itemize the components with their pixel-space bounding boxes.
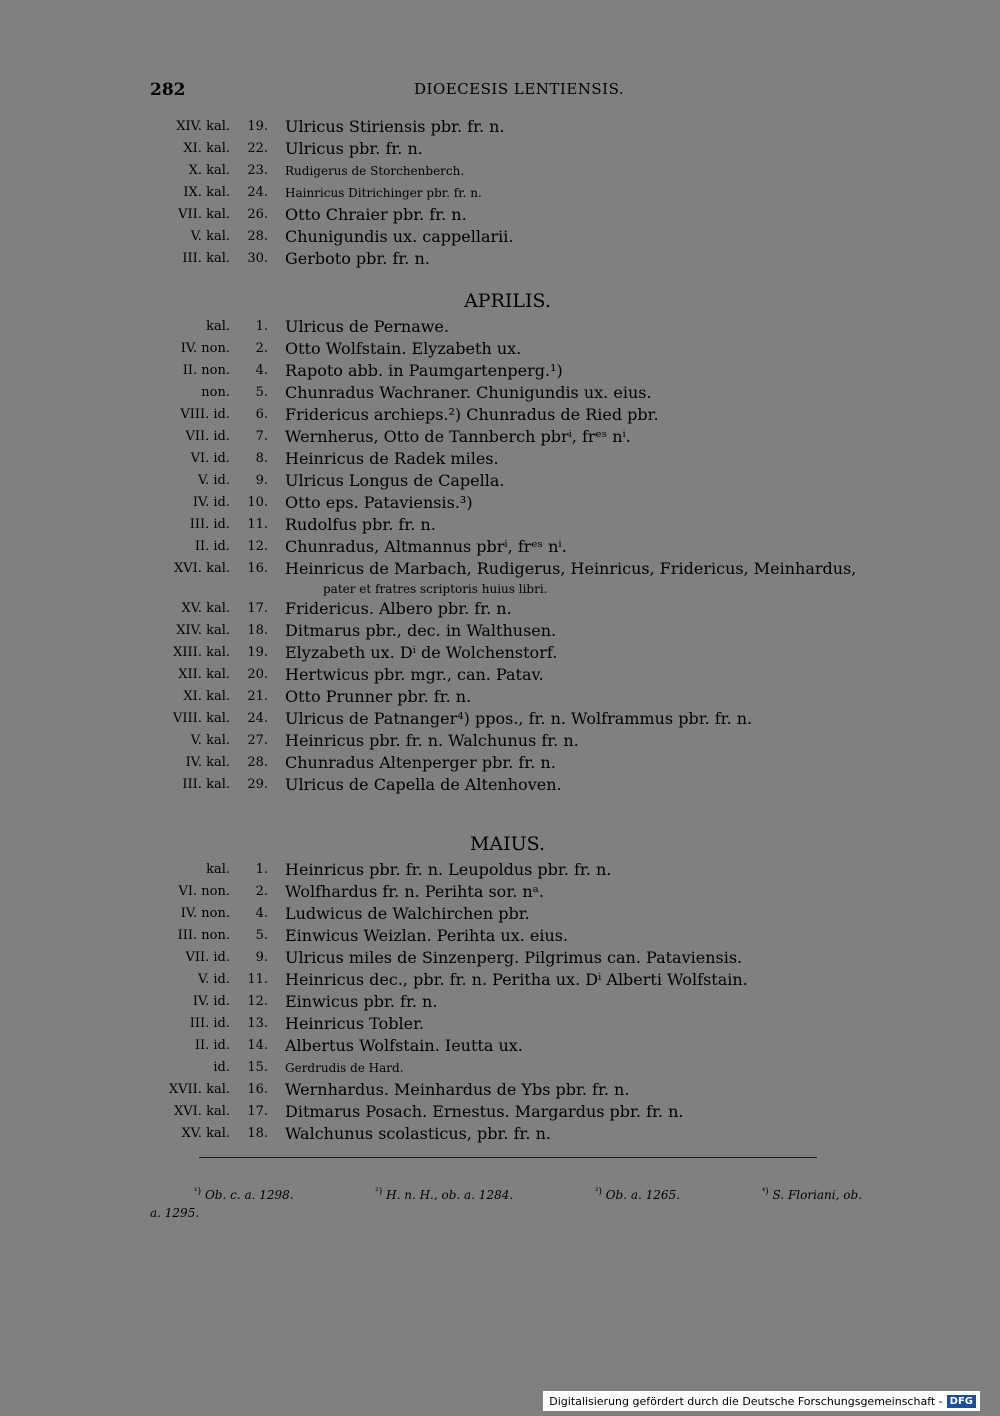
entry-day-blank <box>230 580 268 598</box>
entry-text: Rudigerus de Storchenberch. <box>285 164 465 178</box>
credit-text: Digitalisierung gefördert durch die Deutsche Forschungsgemeinschaft - <box>549 1394 943 1408</box>
entry-date: VII. kal. <box>178 207 230 222</box>
entry-day: 2. <box>255 341 268 356</box>
entry-day: 23. <box>247 163 268 178</box>
entry-date: V. kal. <box>190 229 230 244</box>
entry-date: XII. kal. <box>178 667 230 682</box>
entry-row <box>0 404 1000 426</box>
entry-text: Elyzabeth ux. Dⁱ de Wolchenstorf. <box>285 643 558 662</box>
entry-row <box>0 182 1000 204</box>
entry-date: XVI. kal. <box>174 561 230 576</box>
entry-text: Ulricus pbr. fr. n. <box>285 139 423 158</box>
entry-day: 17. <box>247 601 268 616</box>
entry-day: 11. <box>247 972 268 987</box>
section-title-aprilis: APRILIS. <box>464 290 551 312</box>
entry-date: VI. id. <box>190 451 230 466</box>
entry-text: Heinricus pbr. fr. n. Walchunus fr. n. <box>285 731 579 750</box>
footnote-text: Ob. a. 1265. <box>605 1188 680 1202</box>
entry-row <box>0 1013 1000 1035</box>
entry-day: 9. <box>255 950 268 965</box>
entry-row <box>0 1079 1000 1101</box>
entry-continuation: pater et fratres scriptoris huius libri. <box>323 582 548 596</box>
entry-day: 26. <box>247 207 268 222</box>
entry-text: Rapoto abb. in Paumgartenperg.¹) <box>285 361 563 380</box>
entry-date: XVI. kal. <box>174 1104 230 1119</box>
entry-text: Einwicus pbr. fr. n. <box>285 992 438 1011</box>
entry-date: II. id. <box>194 1038 230 1053</box>
footnotes <box>150 1183 862 1222</box>
entry-text: Ulricus miles de Sinzenperg. Pilgrimus can. Pataviensis. <box>285 948 743 967</box>
entry-row <box>0 204 1000 226</box>
entry-date: IX. kal. <box>183 185 230 200</box>
entry-date: XI. kal. <box>183 689 230 704</box>
entry-row <box>0 514 1000 536</box>
martius-section <box>0 116 1000 270</box>
entry-day: 24. <box>247 711 268 726</box>
entry-text: Wernhardus. Meinhardus de Ybs pbr. fr. n. <box>285 1080 630 1099</box>
entry-text: Wernherus, Otto de Tannberch pbrⁱ, frᵉˢ nⁱ. <box>285 427 631 446</box>
entry-row <box>0 558 1000 580</box>
footnote-item <box>762 1183 862 1204</box>
entry-row <box>0 448 1000 470</box>
entry-text: Rudolfus pbr. fr. n. <box>285 515 436 534</box>
entry-text: Ulricus de Pernawe. <box>285 317 449 336</box>
entry-row <box>0 116 1000 138</box>
footnote-text: S. Floriani, ob. <box>772 1188 862 1202</box>
entry-day: 2. <box>255 884 268 899</box>
entry-day: 21. <box>247 689 268 704</box>
entry-day: 18. <box>247 623 268 638</box>
entry-day: 6. <box>255 407 268 422</box>
entry-text: Ditmarus Posach. Ernestus. Margardus pbr. fr. n. <box>285 1102 684 1121</box>
entry-row <box>0 664 1000 686</box>
entry-day: 22. <box>247 141 268 156</box>
maius-section <box>0 829 1000 1145</box>
entry-row <box>0 947 1000 969</box>
entry-day: 19. <box>247 645 268 660</box>
entry-text: Otto Wolfstain. Elyzabeth ux. <box>285 339 522 358</box>
entry-day: 20. <box>247 667 268 682</box>
entry-text: Einwicus Weizlan. Perihta ux. eius. <box>285 926 569 945</box>
entry-date: III. kal. <box>182 777 230 792</box>
entry-date: VI. non. <box>178 884 230 899</box>
dfg-logo: DFG <box>947 1395 976 1408</box>
entry-day: 28. <box>247 755 268 770</box>
entry-date: IV. id. <box>192 495 230 510</box>
entry-day: 16. <box>247 1082 268 1097</box>
entry-date: XIV. kal. <box>176 623 230 638</box>
footnote-text: Ob. c. a. 1298. <box>204 1188 294 1202</box>
entry-row <box>0 774 1000 796</box>
entry-text: Otto eps. Pataviensis.³) <box>285 493 473 512</box>
entry-row <box>0 316 1000 338</box>
entry-row <box>0 859 1000 881</box>
entry-row <box>0 1101 1000 1123</box>
entry-row <box>0 160 1000 182</box>
entry-day: 24. <box>247 185 268 200</box>
entry-day: 30. <box>247 251 268 266</box>
entry-text: Chunradus Altenperger pbr. fr. n. <box>285 753 556 772</box>
entry-text: Fridericus. Albero pbr. fr. n. <box>285 599 512 618</box>
entry-text: Ludwicus de Walchirchen pbr. <box>285 904 530 923</box>
entry-date: id. <box>213 1060 230 1075</box>
entry-text: Gerboto pbr. fr. n. <box>285 249 430 268</box>
entry-row <box>0 536 1000 558</box>
entry-date: II. non. <box>182 363 230 378</box>
entry-day: 1. <box>255 862 268 877</box>
entry-date-blank <box>0 580 230 598</box>
entry-date: XV. kal. <box>181 601 230 616</box>
entry-day: 15. <box>247 1060 268 1075</box>
entry-date: VII. id. <box>185 950 230 965</box>
entry-row <box>0 881 1000 903</box>
entry-date: VIII. id. <box>180 407 230 422</box>
entry-date: VII. id. <box>185 429 230 444</box>
entry-date: XIII. kal. <box>173 645 230 660</box>
aprilis-section <box>0 286 1000 796</box>
entry-day: 9. <box>255 473 268 488</box>
entry-text: Albertus Wolfstain. Ieutta ux. <box>285 1036 523 1055</box>
entry-day: 12. <box>247 539 268 554</box>
entry-day: 19. <box>247 119 268 134</box>
entry-text: Chunradus, Altmannus pbrⁱ, frᵉˢ nⁱ. <box>285 537 567 556</box>
entry-day: 11. <box>247 517 268 532</box>
entry-day: 4. <box>255 906 268 921</box>
entry-text: Wolfhardus fr. n. Perihta sor. nᵃ. <box>285 882 544 901</box>
entry-row <box>0 686 1000 708</box>
entry-date: XI. kal. <box>183 141 230 156</box>
entry-date: XVII. kal. <box>168 1082 230 1097</box>
entry-date: XV. kal. <box>181 1126 230 1141</box>
entry-date: III. non. <box>177 928 230 943</box>
entry-row <box>0 248 1000 270</box>
entry-date: kal. <box>206 319 230 334</box>
entry-row <box>0 642 1000 664</box>
entry-day: 14. <box>247 1038 268 1053</box>
entry-day: 10. <box>247 495 268 510</box>
entry-text: Ulricus Stiriensis pbr. fr. n. <box>285 117 505 136</box>
entry-row <box>0 226 1000 248</box>
entry-date: III. id. <box>189 517 230 532</box>
entry-row <box>0 1123 1000 1145</box>
entry-row <box>0 903 1000 925</box>
entry-row <box>0 426 1000 448</box>
entry-day: 8. <box>255 451 268 466</box>
entry-text: Otto Prunner pbr. fr. n. <box>285 687 472 706</box>
entry-row <box>0 138 1000 160</box>
entry-date: non. <box>201 385 230 400</box>
entry-day: 28. <box>247 229 268 244</box>
footnote-line <box>150 1183 862 1204</box>
entry-date: IV. id. <box>192 994 230 1009</box>
entry-row <box>0 1057 1000 1079</box>
entry-text: Hertwicus pbr. mgr., can. Patav. <box>285 665 544 684</box>
footnote-mark: ⁴) <box>761 1187 769 1197</box>
entry-text: Hainricus Ditrichinger pbr. fr. n. <box>285 186 482 200</box>
entry-text: Fridericus archieps.²) Chunradus de Ried pbr. <box>285 405 659 424</box>
footnote-mark: ³) <box>594 1187 602 1197</box>
entry-text: Ulricus de Patnanger⁴) ppos., fr. n. Wolframmus pbr. fr. n. <box>285 709 753 728</box>
entry-day: 5. <box>255 928 268 943</box>
entry-date: X. kal. <box>188 163 230 178</box>
entry-day: 13. <box>247 1016 268 1031</box>
entry-date: V. id. <box>198 972 230 987</box>
entry-text: Ditmarus pbr., dec. in Walthusen. <box>285 621 557 640</box>
footnote-text: H. n. H., ob. a. 1284. <box>386 1188 514 1202</box>
entry-row <box>0 991 1000 1013</box>
entry-row <box>0 708 1000 730</box>
entry-day: 4. <box>255 363 268 378</box>
entry-row <box>0 470 1000 492</box>
entry-text: Heinricus de Radek miles. <box>285 449 499 468</box>
entry-date: IV. kal. <box>185 755 230 770</box>
entry-row <box>0 730 1000 752</box>
entry-text: Ulricus de Capella de Altenhoven. <box>285 775 562 794</box>
entry-day: 17. <box>247 1104 268 1119</box>
entry-text: Heinricus dec., pbr. fr. n. Peritha ux. Dⁱ Alberti Wolfstain. <box>285 970 748 989</box>
footnote-item <box>595 1183 680 1204</box>
entry-day: 18. <box>247 1126 268 1141</box>
entry-date: III. id. <box>189 1016 230 1031</box>
footnote-item <box>194 1183 294 1204</box>
entry-row <box>0 338 1000 360</box>
entry-date: IV. non. <box>180 341 230 356</box>
entry-date: V. id. <box>198 473 230 488</box>
page-number: 282 <box>150 80 186 100</box>
entry-date: V. kal. <box>190 733 230 748</box>
entry-text: Ulricus Longus de Capella. <box>285 471 505 490</box>
entry-text: Heinricus Tobler. <box>285 1014 425 1033</box>
entry-text: Heinricus pbr. fr. n. Leupoldus pbr. fr. n. <box>285 860 612 879</box>
entry-row <box>0 969 1000 991</box>
entry-date: XIV. kal. <box>176 119 230 134</box>
entry-day: 7. <box>255 429 268 444</box>
entry-text: Otto Chraier pbr. fr. n. <box>285 205 467 224</box>
page-header <box>0 80 1000 100</box>
entry-day: 1. <box>255 319 268 334</box>
entry-continuation-row <box>0 580 1000 598</box>
digitization-credit <box>543 1391 980 1411</box>
entry-text: Chunigundis ux. cappellarii. <box>285 227 514 246</box>
entry-text: Gerdrudis de Hard. <box>285 1061 404 1075</box>
footnote-continuation: a. 1295. <box>150 1206 200 1220</box>
entry-day: 12. <box>247 994 268 1009</box>
entry-date: IV. non. <box>180 906 230 921</box>
entry-day: 5. <box>255 385 268 400</box>
entry-day: 27. <box>247 733 268 748</box>
entry-day: 16. <box>247 561 268 576</box>
entry-date: II. id. <box>194 539 230 554</box>
entry-day: 29. <box>247 777 268 792</box>
entry-date: kal. <box>206 862 230 877</box>
entry-date: III. kal. <box>182 251 230 266</box>
entry-date: VIII. kal. <box>173 711 230 726</box>
running-title: DIOECESIS LENTIENSIS. <box>414 80 625 98</box>
entry-row <box>0 620 1000 642</box>
entry-row <box>0 598 1000 620</box>
entry-row <box>0 1035 1000 1057</box>
footnote-rule <box>199 1157 817 1158</box>
footnote-mark: ²) <box>375 1187 383 1197</box>
footnote-item <box>375 1183 513 1204</box>
entry-row <box>0 925 1000 947</box>
entry-text: Chunradus Wachraner. Chunigundis ux. eius. <box>285 383 652 402</box>
section-title-maius: MAIUS. <box>469 833 546 855</box>
entry-row <box>0 360 1000 382</box>
entry-row <box>0 382 1000 404</box>
entry-text: Walchunus scolasticus, pbr. fr. n. <box>285 1124 551 1143</box>
entry-row <box>0 752 1000 774</box>
entry-row <box>0 492 1000 514</box>
footnote-mark: ¹) <box>194 1187 202 1197</box>
entry-text: Heinricus de Marbach, Rudigerus, Heinricus, Fridericus, Meinhardus, <box>285 559 857 578</box>
